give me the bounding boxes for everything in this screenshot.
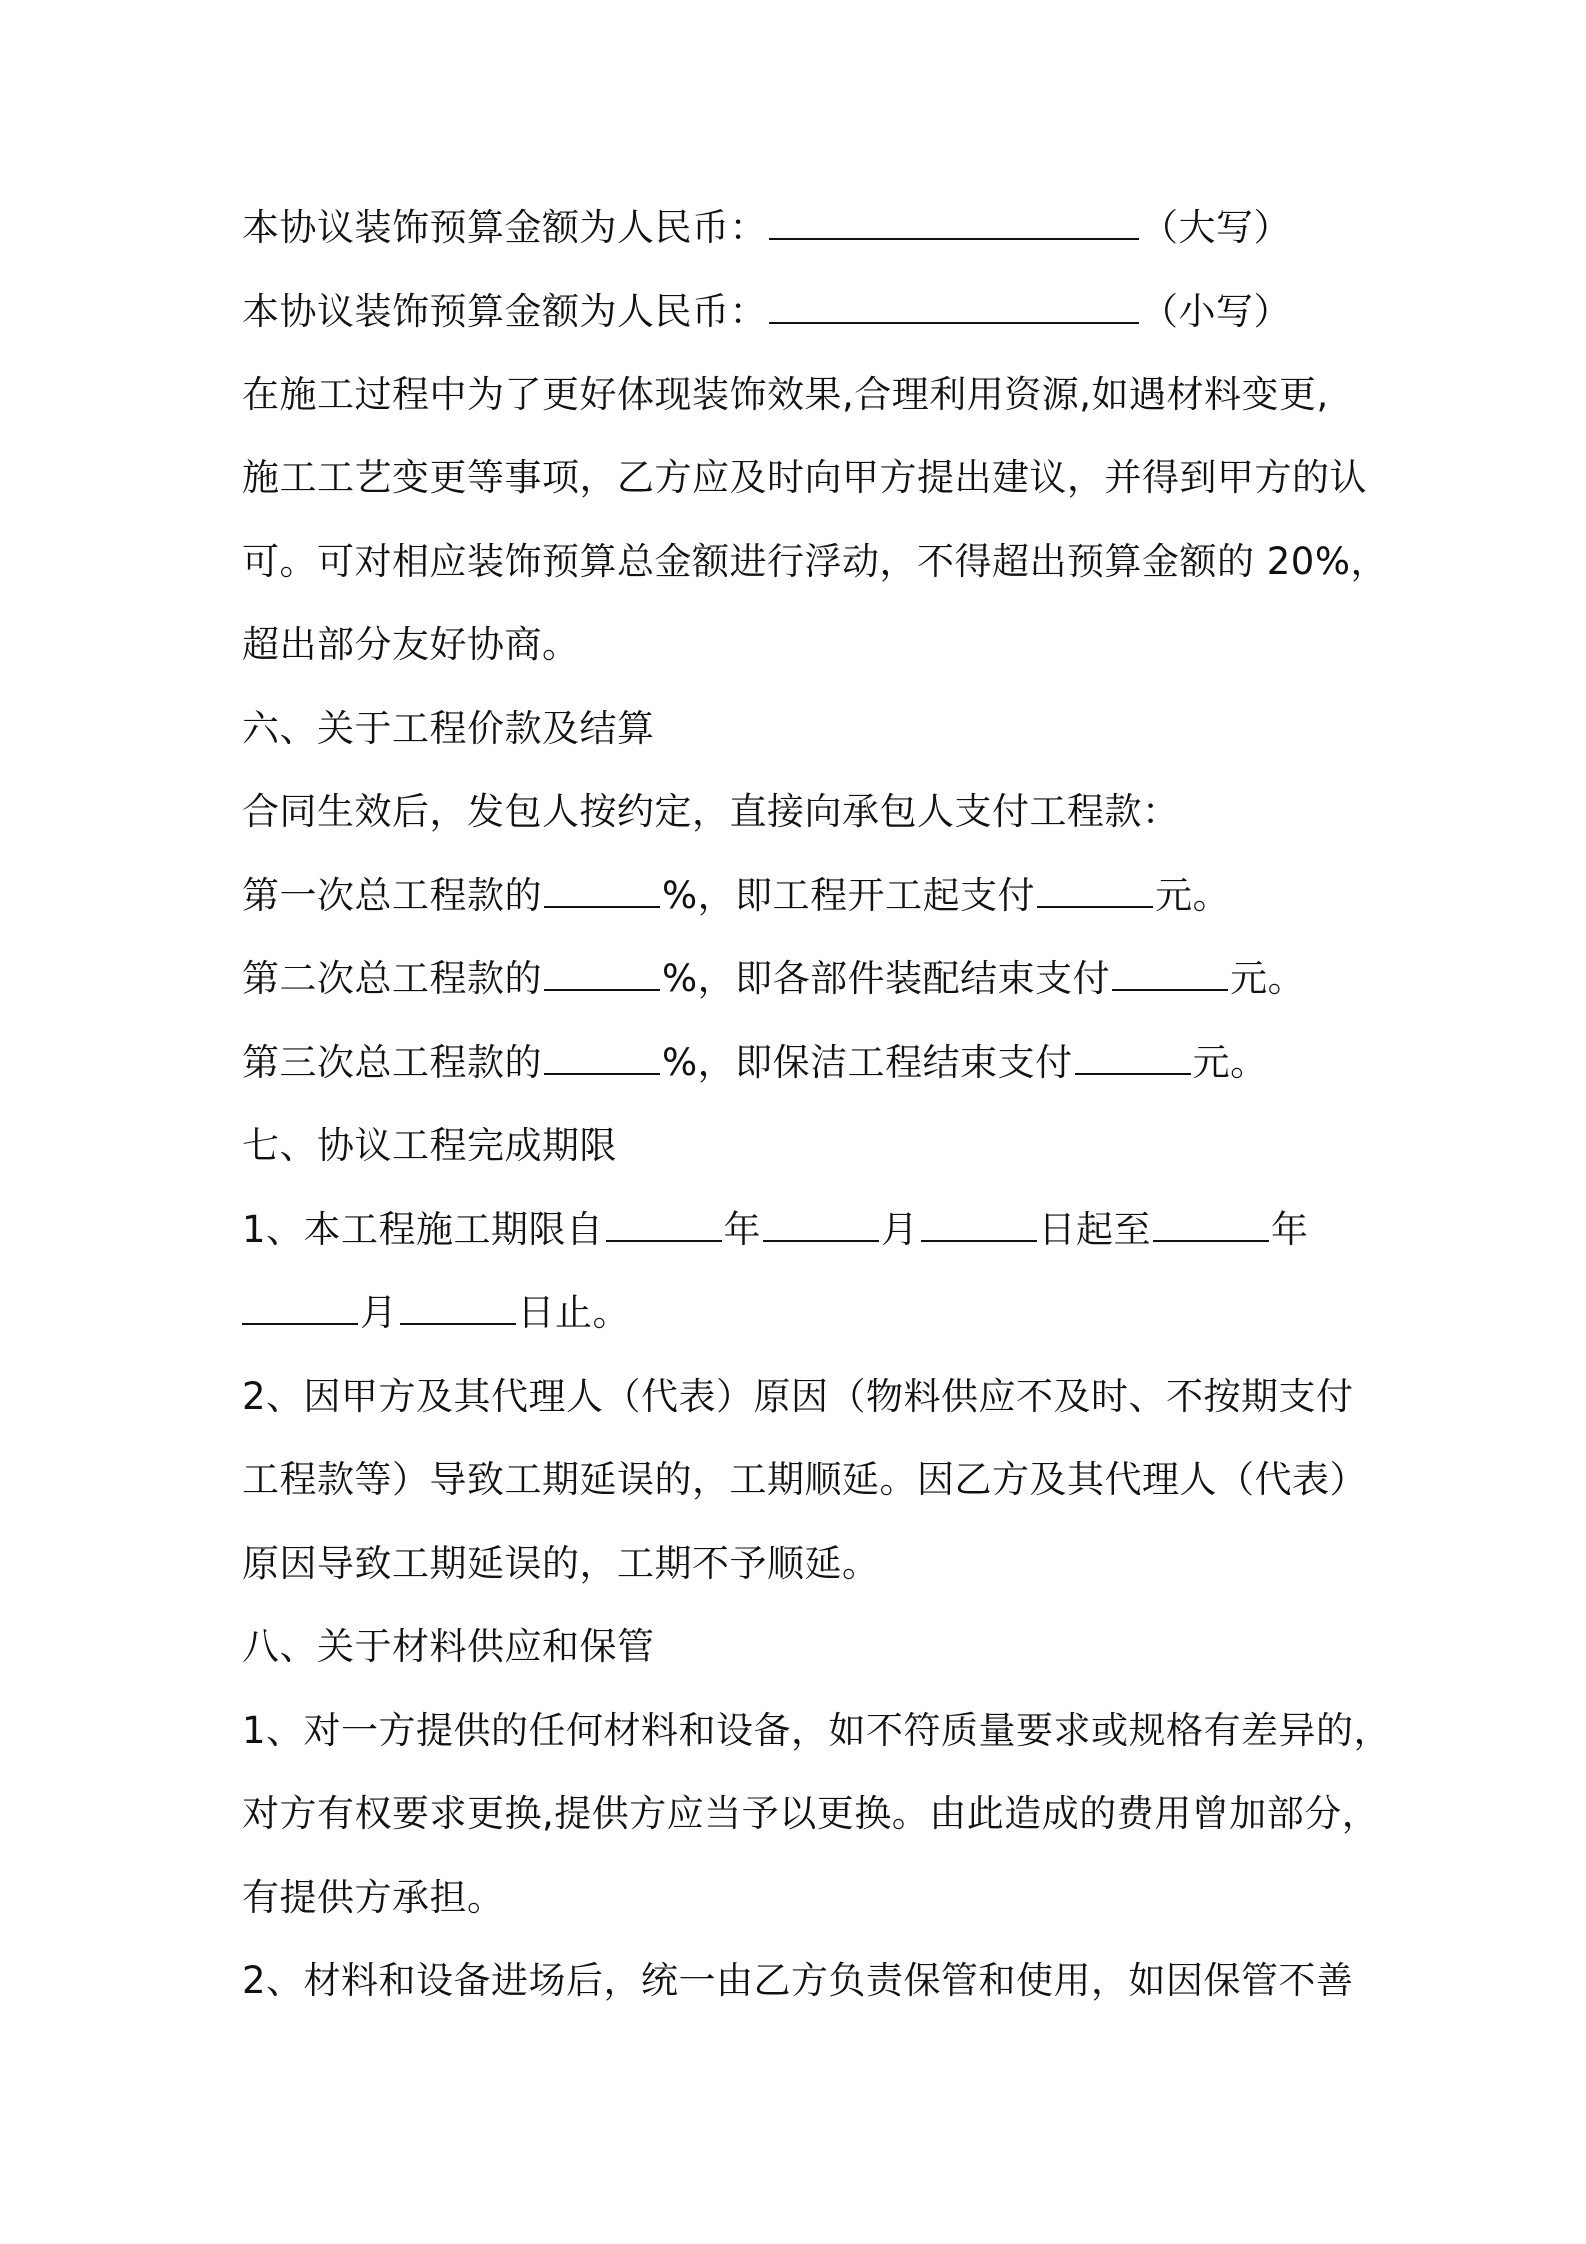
- amount-blank[interactable]: [1037, 870, 1153, 908]
- delay-line: 工程款等）导致工期延误的，工期顺延。因乙方及其代理人（代表）: [242, 1458, 1367, 1501]
- day-end-label: 日止。: [517, 1291, 630, 1334]
- payment-suffix: 元。: [1155, 874, 1231, 917]
- end-month-blank[interactable]: [242, 1287, 358, 1325]
- amount-blank[interactable]: [1112, 953, 1228, 991]
- year-label: 年: [723, 1208, 762, 1251]
- payment-suffix: 元。: [1192, 1041, 1268, 1084]
- end-year-blank[interactable]: [1153, 1204, 1269, 1242]
- materials-1-line: 1、对一方提供的任何材料和设备，如不符质量要求或规格有差异的，: [242, 1709, 1392, 1752]
- percent-blank[interactable]: [544, 953, 660, 991]
- payment-middle: %，即各部件装配结束支付: [662, 957, 1111, 1000]
- change-para-line: 施工工艺变更等事项，乙方应及时向甲方提出建议，并得到甲方的认: [242, 456, 1367, 499]
- start-year-blank[interactable]: [606, 1204, 722, 1242]
- section7-title: 七、协议工程完成期限: [242, 1124, 617, 1167]
- start-day-blank[interactable]: [921, 1204, 1037, 1242]
- year-label: 年: [1271, 1208, 1309, 1251]
- budget-upper-prefix: 本协议装饰预算金额为人民币：: [242, 206, 767, 249]
- change-para-line: 可。可对相应装饰预算总金额进行浮动，不得超出预算金额的 20%，: [242, 540, 1388, 583]
- period-line-2: [242, 1287, 630, 1339]
- delay-line: 2、因甲方及其代理人（代表）原因（物料供应不及时、不按期支付: [242, 1375, 1354, 1418]
- end-day-blank[interactable]: [400, 1287, 516, 1325]
- budget-lower-prefix: 本协议装饰预算金额为人民币：: [242, 290, 767, 333]
- payment-prefix: 第三次总工程款的: [242, 1041, 542, 1084]
- payment-line-2: [242, 953, 1305, 1005]
- payment-middle: %，即保洁工程结束支付: [662, 1041, 1073, 1084]
- budget-lower-line: [242, 286, 1291, 338]
- payment-suffix: 元。: [1230, 957, 1306, 1000]
- materials-1-line: 对方有权要求更换,提供方应当予以更换。由此造成的费用曾加部分，: [242, 1792, 1380, 1835]
- payment-line-3: [242, 1037, 1268, 1089]
- budget-lower-suffix: （小写）: [1141, 290, 1291, 333]
- day-from-label: 日起至: [1038, 1208, 1152, 1251]
- budget-upper-line: [242, 202, 1291, 254]
- change-para-line: 超出部分友好协商。: [242, 623, 580, 666]
- budget-lower-blank[interactable]: [769, 286, 1139, 324]
- period-prefix: 1、本工程施工期限自: [242, 1208, 604, 1251]
- percent-blank[interactable]: [544, 1037, 660, 1075]
- section8-title: 八、关于材料供应和保管: [242, 1625, 655, 1668]
- section6-intro: 合同生效后，发包人按约定，直接向承包人支付工程款：: [242, 790, 1180, 833]
- change-para-line: 在施工过程中为了更好体现装饰效果,合理利用资源,如遇材料变更,: [242, 373, 1329, 416]
- payment-prefix: 第一次总工程款的: [242, 874, 542, 917]
- month-label: 月: [881, 1208, 919, 1251]
- payment-middle: %，即工程开工起支付: [662, 874, 1036, 917]
- payment-line-1: [242, 870, 1230, 922]
- start-month-blank[interactable]: [763, 1204, 879, 1242]
- materials-2-line: 2、材料和设备进场后，统一由乙方负责保管和使用，如因保管不善: [242, 1959, 1354, 2002]
- amount-blank[interactable]: [1075, 1037, 1191, 1075]
- percent-blank[interactable]: [544, 870, 660, 908]
- section6-title: 六、关于工程价款及结算: [242, 707, 655, 750]
- delay-line: 原因导致工期延误的，工期不予顺延。: [242, 1542, 880, 1585]
- period-line-1: [242, 1204, 1309, 1256]
- materials-1-line: 有提供方承担。: [242, 1876, 505, 1919]
- payment-prefix: 第二次总工程款的: [242, 957, 542, 1000]
- budget-upper-suffix: （大写）: [1141, 206, 1291, 249]
- budget-upper-blank[interactable]: [769, 202, 1139, 240]
- month-label: 月: [360, 1291, 398, 1334]
